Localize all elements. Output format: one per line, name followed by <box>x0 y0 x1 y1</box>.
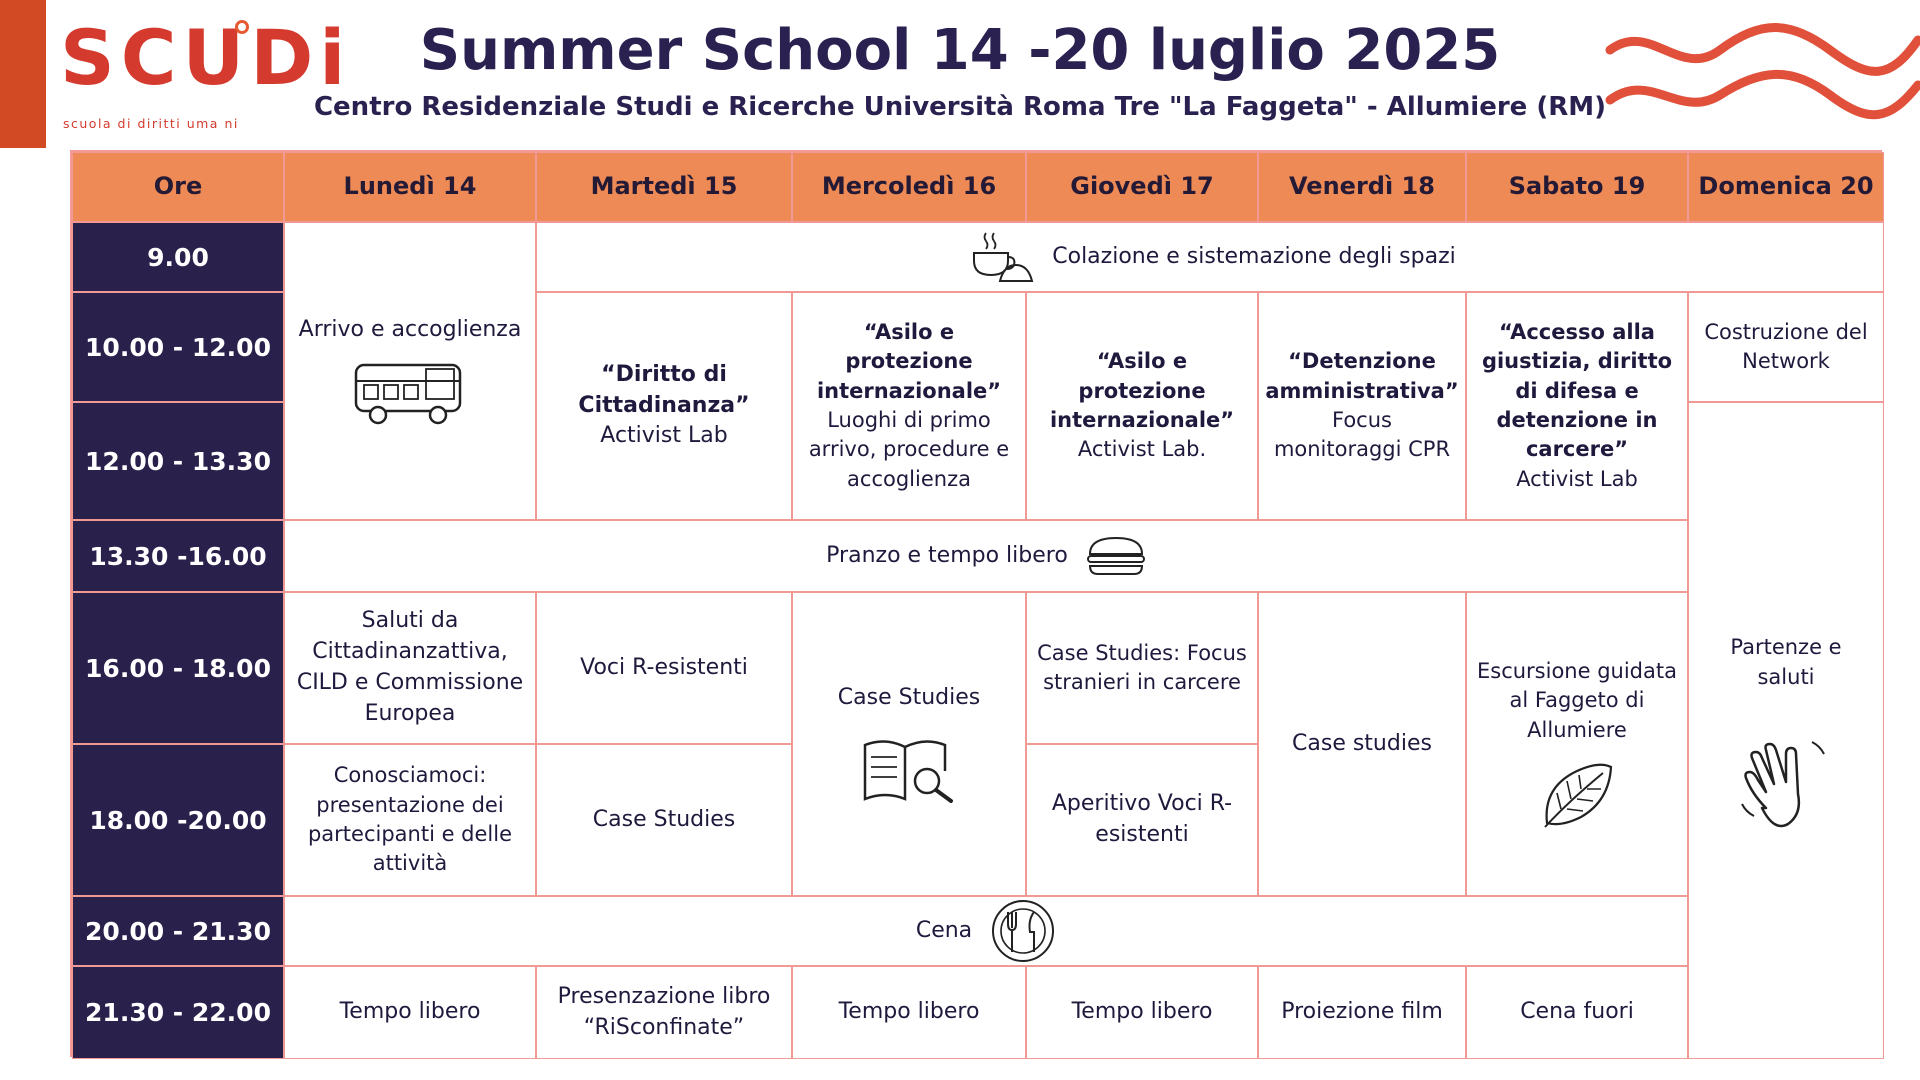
schedule-table <box>70 150 1882 1057</box>
session-subtitle: Activist Lab <box>600 423 728 449</box>
cell-friday-morning <box>1258 292 1466 520</box>
cell-sunday-morning: Costruzione del Network <box>1688 292 1884 402</box>
logo-wordmark: SCUDi <box>60 13 352 102</box>
time-slot: 12.00 - 13.30 <box>72 402 284 520</box>
header-ore: Ore <box>72 152 284 222</box>
session-subtitle: Luoghi di primo arrivo, procedure e accoglienza <box>808 408 1010 491</box>
cell-wednesday-afternoon <box>792 592 1026 896</box>
cell-monday-16: Saluti da Cittadinanzattiva, CILD e Commissione Europea <box>284 592 536 744</box>
cell-sunday-departure <box>1688 402 1884 1059</box>
header-thursday: Giovedì 17 <box>1026 152 1258 222</box>
plate-cutlery-icon <box>990 898 1056 964</box>
coffee-croissant-icon <box>964 229 1034 285</box>
time-slot: 9.00 <box>72 222 284 292</box>
cell-tuesday-16: Voci R-esistenti <box>536 592 792 744</box>
cell-wednesday-morning <box>792 292 1026 520</box>
book-magnifier-icon <box>861 735 957 805</box>
session-subtitle: Activist Lab. <box>1077 437 1207 462</box>
cell-monday-18: Conosciamoci: presentazione dei partecipanti e delle attività <box>284 744 536 896</box>
sandwich-icon <box>1086 534 1146 578</box>
cell-cena <box>284 896 1688 966</box>
time-slot: 16.00 - 18.00 <box>72 592 284 744</box>
session-title: “Asilo e protezione internazionale” <box>816 319 1002 403</box>
cell-monday-21: Tempo libero <box>284 966 536 1059</box>
session-title: “Accesso alla giustizia, diritto di difesa e detenzione in carcere” <box>1481 319 1673 462</box>
header-tuesday: Martedì 15 <box>536 152 792 222</box>
leaf-icon <box>1537 761 1617 831</box>
cell-tuesday-18: Case Studies <box>536 744 792 896</box>
time-slot: 18.00 -20.00 <box>72 744 284 896</box>
cell-friday-21: Proiezione film <box>1258 966 1466 1059</box>
pranzo-text: Pranzo e tempo libero <box>826 542 1068 568</box>
session-title: “Asilo e protezione internazionale” <box>1049 349 1235 432</box>
cell-saturday-21: Cena fuori <box>1466 966 1688 1059</box>
bus-icon <box>350 355 470 427</box>
cell-pranzo <box>284 520 1688 592</box>
session-title: “Detenzione amministrativa” <box>1265 349 1459 403</box>
header-wednesday: Mercoledì 16 <box>792 152 1026 222</box>
time-slot: 13.30 -16.00 <box>72 520 284 592</box>
page-title: Summer School 14 -20 luglio 2025 <box>419 18 1501 83</box>
cena-text: Cena <box>915 917 973 943</box>
time-slot: 10.00 - 12.00 <box>72 292 284 402</box>
cell-wednesday-21: Tempo libero <box>792 966 1026 1059</box>
case-studies-text: Case Studies <box>837 684 981 710</box>
colazione-text: Colazione e sistemazione degli spazi <box>1052 243 1456 269</box>
header-friday: Venerdì 18 <box>1258 152 1466 222</box>
cell-thursday-16: Case Studies: Focus stranieri in carcere <box>1026 592 1258 744</box>
session-title: “Diritto di Cittadinanza” <box>578 361 750 418</box>
cell-saturday-morning <box>1466 292 1688 520</box>
waving-hand-icon <box>1736 728 1836 828</box>
header-sunday: Domenica 20 <box>1688 152 1884 222</box>
cell-saturday-afternoon <box>1466 592 1688 896</box>
session-subtitle: Focus monitoraggi CPR <box>1273 408 1451 462</box>
cell-thursday-morning <box>1026 292 1258 520</box>
header-monday: Lunedì 14 <box>284 152 536 222</box>
header-saturday: Sabato 19 <box>1466 152 1688 222</box>
page-subtitle: Centro Residenziale Studi e Ricerche Università Roma Tre "La Faggeta" - Allumiere (RM) <box>313 92 1607 122</box>
cell-thursday-21: Tempo libero <box>1026 966 1258 1059</box>
cell-tuesday-morning <box>536 292 792 520</box>
logo-tagline: scuola di diritti uma ni <box>63 116 239 131</box>
excursion-text: Escursione guidata al Faggeto di Allumiere <box>1476 658 1677 742</box>
arrivo-text: Arrivo e accoglienza <box>298 316 522 342</box>
time-slot: 20.00 - 21.30 <box>72 896 284 966</box>
time-slot: 21.30 - 22.00 <box>72 966 284 1059</box>
session-subtitle: Activist Lab <box>1516 466 1638 491</box>
cell-arrivo <box>284 222 536 520</box>
cell-friday-afternoon: Case studies <box>1258 592 1466 896</box>
cell-colazione <box>536 222 1884 292</box>
cell-thursday-18: Aperitivo Voci R-esistenti <box>1026 744 1258 896</box>
cell-tuesday-21: Presenzazione libro “RiSconfinate” <box>536 966 792 1059</box>
departure-text: Partenze e saluti <box>1730 635 1842 689</box>
